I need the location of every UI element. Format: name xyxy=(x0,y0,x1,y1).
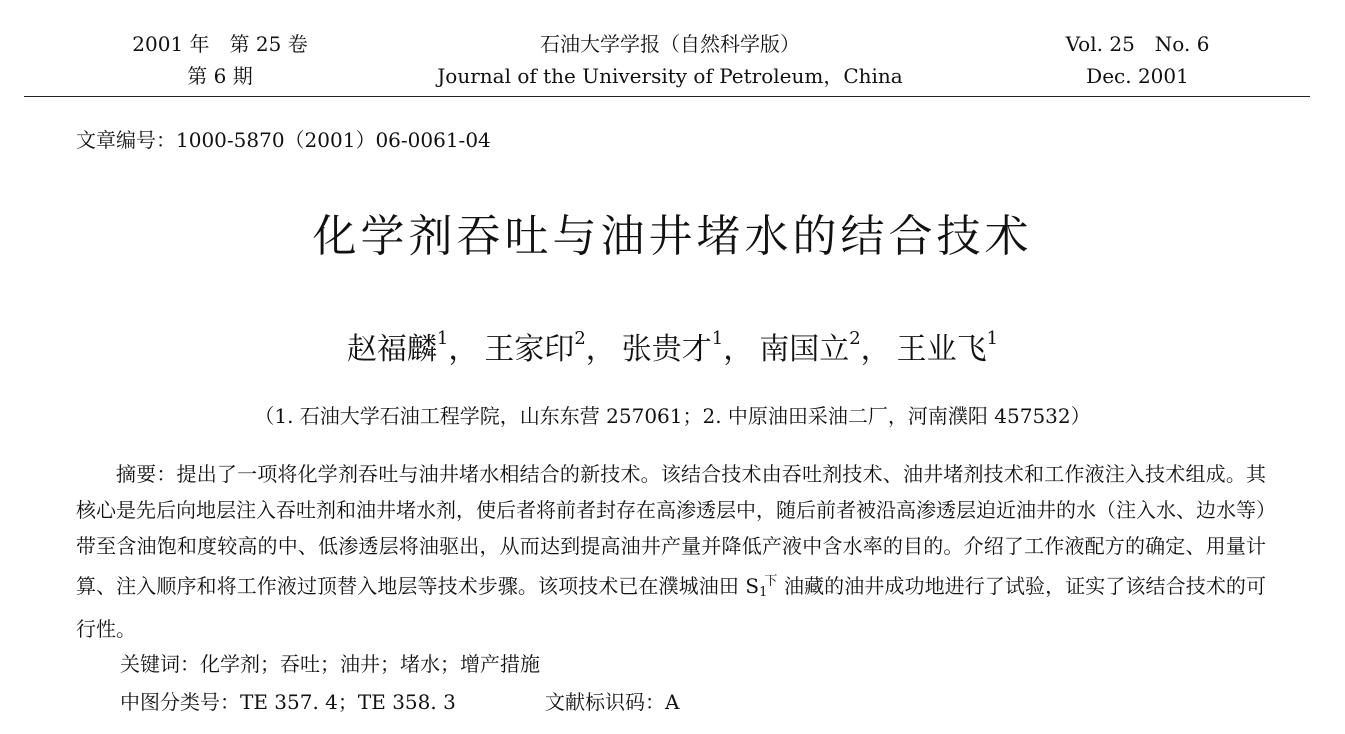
journal-name-chinese: 石油大学学报（自然科学版） xyxy=(540,32,800,56)
journal-issue-info xyxy=(120,28,320,92)
abstract-text: 摘要：提出了一项将化学剂吞吐与油井堵水相结合的新技术。该结合技术由吞吐剂技术、油井堵剂技术和工作液注入技术组成。其核心是先后向地层注入吞吐剂和油井堵水剂，使后者将前者封存在高渗透层中，随后前者被沿高渗透层迫近油井的水（注入水、边水等）带至含油饱和度较高的中、低渗透层将油驱出，从而达到提高油井产量并降低产液中含水率的目的。介绍了工作液配方的确定、用量计算、注入顺序和将工作液过顶替入地层等技术步骤。该项技术已在濮城油田 xyxy=(76,462,1266,598)
journal-volume-info xyxy=(1050,28,1225,92)
author-separator: ， xyxy=(723,332,754,367)
keywords: 关键词：化学剂；吞吐；油井；堵水；增产措施 xyxy=(120,652,540,676)
formation-letter: S xyxy=(745,574,760,598)
issue-number: 第 6 期 xyxy=(187,64,253,88)
paper-title: 化学剂吞吐与油井堵水的结合技术 xyxy=(312,211,1033,262)
author-affiliation-mark: 1 xyxy=(986,328,999,349)
header-divider xyxy=(24,96,1310,97)
author-name: 张贵才 xyxy=(621,332,712,367)
document-code: 文献标识码：A xyxy=(545,690,680,714)
author-name: 王业飞 xyxy=(896,332,987,367)
formation-name xyxy=(745,574,777,598)
classification-line xyxy=(120,686,820,718)
author-separator: ， xyxy=(860,332,891,367)
author-name: 赵福麟 xyxy=(346,332,437,367)
formation-superscript: 下 xyxy=(764,574,778,589)
abstract xyxy=(76,456,1266,647)
author-affiliation-mark: 2 xyxy=(574,328,586,349)
author-list xyxy=(0,328,1345,372)
journal-name xyxy=(400,28,940,92)
author-separator: ， xyxy=(448,332,479,367)
author-affiliation-mark: 2 xyxy=(849,328,861,349)
publication-date: Dec. 2001 xyxy=(1086,64,1189,88)
formation-subscript: 1 xyxy=(759,585,768,600)
author-affiliation-mark: 1 xyxy=(711,328,724,349)
year-volume: 2001 年 第 25 卷 xyxy=(132,32,308,56)
volume-number: Vol. 25 No. 6 xyxy=(1065,32,1210,56)
author-affiliations: （1. 石油大学石油工程学院，山东东营 257061；2. 中原油田采油二厂，河南濮阳 457532） xyxy=(254,404,1091,428)
author-affiliation-mark: 1 xyxy=(436,328,449,349)
abstract-text-end: 油藏的油井成功地进行了试验，证实了该结合技术的可行性。 xyxy=(76,574,1267,641)
article-number: 文章编号：1000-5870（2001）06-0061-04 xyxy=(76,128,491,152)
classification-number: 中图分类号：TE 357. 4；TE 358. 3 xyxy=(120,690,456,714)
author-separator: ， xyxy=(585,332,616,367)
author-name: 王家印 xyxy=(484,332,575,367)
author-name: 南国立 xyxy=(759,332,850,367)
journal-name-english: Journal of the University of Petroleum，China xyxy=(437,64,903,88)
